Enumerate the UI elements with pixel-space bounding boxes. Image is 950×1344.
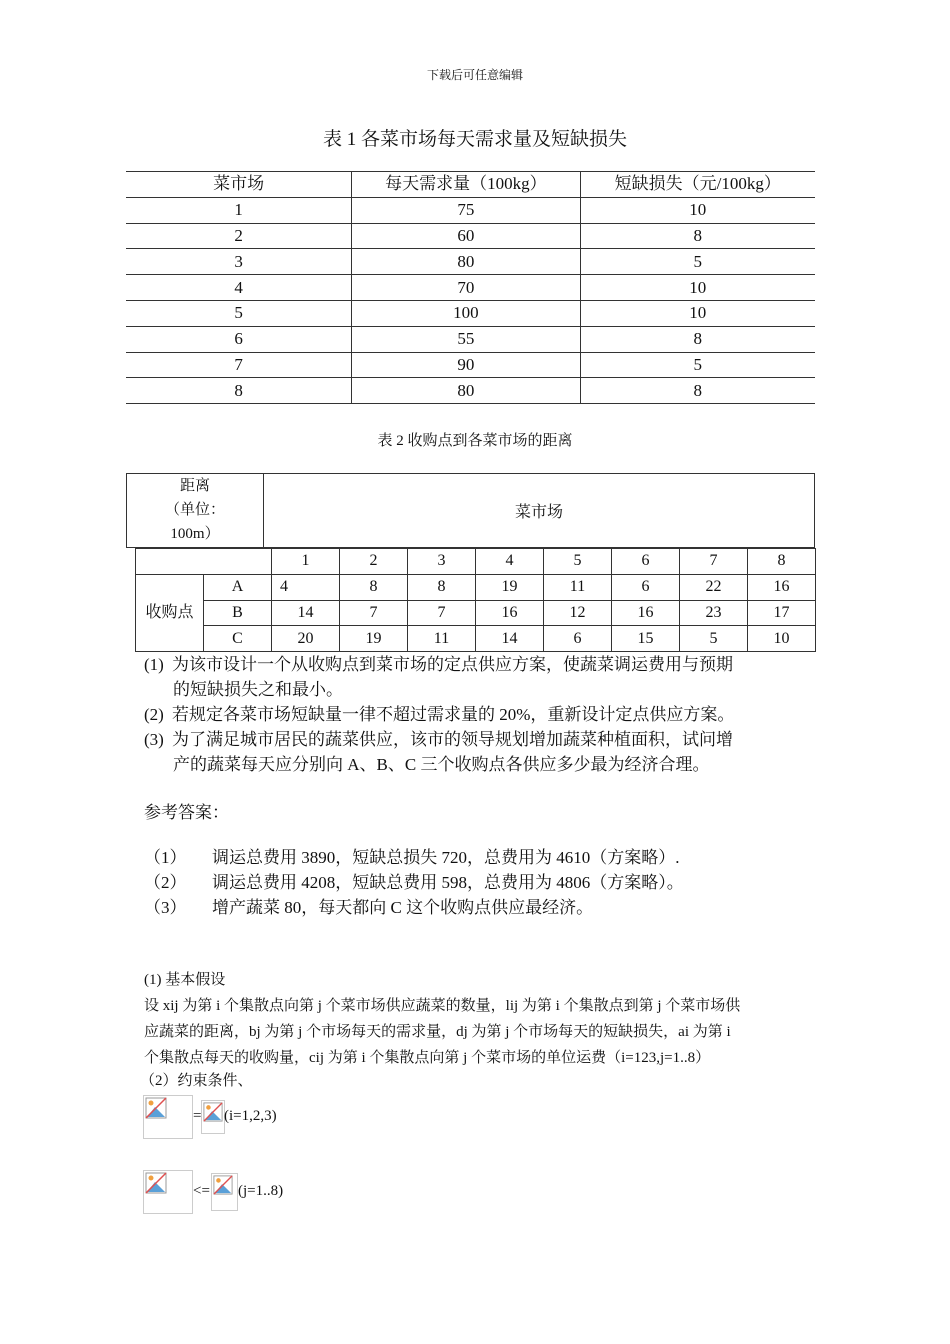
question-number: (2) xyxy=(144,705,164,724)
question xyxy=(144,727,824,777)
answer-text: 增产蔬菜 80，每天都向 C 这个收购点供应最经济。 xyxy=(212,898,594,917)
table-row xyxy=(126,223,815,249)
corner-cell xyxy=(127,474,264,547)
table-cell: 8 xyxy=(580,223,815,249)
table-cell: 10 xyxy=(580,275,815,301)
table-header-row xyxy=(126,172,815,198)
answer-title: 参考答案： xyxy=(144,803,229,822)
column-header: 每天需求量（100kg） xyxy=(352,172,580,198)
purchase-point-label: C xyxy=(204,626,272,652)
question-number: (1) xyxy=(144,655,164,674)
market-number: 7 xyxy=(680,549,748,575)
distance-cell: 7 xyxy=(340,600,408,626)
table-row xyxy=(136,600,816,626)
model-assumption-line: 个集散点每天的收购量，cij 为第 i 个集散点向第 j 个菜市场的单位运费（i=123,j=1..8） xyxy=(144,1050,711,1066)
model-assumption-line: 应蔬菜的距离，bj 为第 j 个市场每天的需求量，dj 为第 j 个市场每天的短缺损失，ai 为第 i xyxy=(144,1024,731,1040)
question-text: 为了满足城市居民的蔬菜供应，该市的领导规划增加蔬菜种植面积，试问增 xyxy=(172,730,733,749)
table-cell: 75 xyxy=(352,197,580,223)
table-cell: 100 xyxy=(352,300,580,326)
blank-cell xyxy=(136,549,272,575)
table-cell: 8 xyxy=(580,378,815,404)
distance-cell: 7 xyxy=(408,600,476,626)
market-header: 菜市场 xyxy=(514,504,563,521)
answer-number: （3） xyxy=(144,898,187,917)
table-cell: 4 xyxy=(126,275,352,301)
answer-number: （2） xyxy=(144,873,187,892)
distance-cell: 23 xyxy=(680,600,748,626)
table-cell: 90 xyxy=(352,352,580,378)
table-row xyxy=(126,249,815,275)
question-text: 若规定各菜市场短缺量一律不超过需求量的 20%，重新设计定点供应方案。 xyxy=(172,705,735,724)
distance-cell: 14 xyxy=(476,626,544,652)
purchase-point-label: A xyxy=(204,574,272,600)
answer-number: （1） xyxy=(144,848,187,867)
answer-text: 调运总费用 4208，短缺总费用 598，总费用为 4806（方案略）。 xyxy=(212,873,684,892)
equation-condition: (i=1,2,3) xyxy=(224,1108,277,1124)
distance-cell: 6 xyxy=(612,574,680,600)
table-cell: 10 xyxy=(580,197,815,223)
answer-text: 调运总费用 3890，短缺总损失 720，总费用为 4610（方案略）. xyxy=(212,848,680,867)
purchase-point-label: B xyxy=(204,600,272,626)
distance-cell: 16 xyxy=(476,600,544,626)
market-number: 8 xyxy=(748,549,816,575)
table-cell: 8 xyxy=(126,378,352,404)
answer xyxy=(144,895,593,920)
market-number: 3 xyxy=(408,549,476,575)
question-number: (3) xyxy=(144,730,164,749)
table-row xyxy=(126,197,815,223)
distance-cell: 8 xyxy=(340,574,408,600)
distance-cell: 22 xyxy=(680,574,748,600)
table-row xyxy=(136,574,816,600)
broken-image-icon xyxy=(201,1100,225,1134)
model-assumption-line: 设 xij 为第 i 个集散点向第 j 个菜市场供应蔬菜的数量，lij 为第 i 个集散点到第 j 个菜市场供 xyxy=(144,998,741,1014)
table-row xyxy=(126,275,815,301)
equation-operator: <= xyxy=(193,1183,210,1199)
distance-cell: 8 xyxy=(408,574,476,600)
table-cell: 10 xyxy=(580,300,815,326)
equation-condition: (j=1..8) xyxy=(238,1183,284,1199)
header-note: 下载后可任意编辑 xyxy=(426,68,523,82)
table-row xyxy=(126,326,815,352)
question xyxy=(144,702,824,727)
distance-cell: 14 xyxy=(272,600,340,626)
question-text: 为该市设计一个从收购点到菜市场的定点供应方案，使蔬菜调运费用与预期 xyxy=(172,655,733,674)
question xyxy=(144,652,824,702)
table-cell: 80 xyxy=(352,249,580,275)
distance-table xyxy=(135,548,816,652)
corner-line: （单位： xyxy=(164,502,225,518)
table-cell: 55 xyxy=(352,326,580,352)
distance-cell: 11 xyxy=(408,626,476,652)
table2-title: 表 2 收购点到各菜市场的距离 xyxy=(377,433,573,449)
distance-cell: 16 xyxy=(748,574,816,600)
distance-cell: 10 xyxy=(748,626,816,652)
distance-cell: 16 xyxy=(612,600,680,626)
table-cell: 5 xyxy=(126,300,352,326)
model-heading-2: （2）约束条件、 xyxy=(140,1073,253,1089)
question-text: 产的蔬菜每天应分别向 A、B、C 三个收购点各供应多少最为经济合理。 xyxy=(173,755,710,774)
answer xyxy=(144,845,680,870)
table-row xyxy=(136,626,816,652)
distance-cell: 15 xyxy=(612,626,680,652)
table-row xyxy=(126,300,815,326)
table-row xyxy=(126,378,815,404)
column-header: 短缺损失（元/100kg） xyxy=(580,172,815,198)
distance-table-header xyxy=(126,473,815,548)
distance-cell: 19 xyxy=(340,626,408,652)
broken-image-icon xyxy=(211,1173,238,1211)
column-header: 菜市场 xyxy=(126,172,352,198)
table-row xyxy=(126,352,815,378)
market-number: 6 xyxy=(612,549,680,575)
distance-cell: 12 xyxy=(544,600,612,626)
distance-cell: 19 xyxy=(476,574,544,600)
table-cell: 60 xyxy=(352,223,580,249)
broken-image-icon xyxy=(143,1170,193,1214)
distance-cell: 17 xyxy=(748,600,816,626)
table1-title: 表 1 各菜市场每天需求量及短缺损失 xyxy=(322,129,627,150)
market-number: 4 xyxy=(476,549,544,575)
model-heading-1: (1) 基本假设 xyxy=(144,972,226,988)
table-cell: 80 xyxy=(352,378,580,404)
distance-cell: 6 xyxy=(544,626,612,652)
answer xyxy=(144,870,684,895)
table-cell: 5 xyxy=(580,352,815,378)
table-cell: 1 xyxy=(126,197,352,223)
broken-image-icon xyxy=(143,1095,193,1139)
table-cell: 6 xyxy=(126,326,352,352)
market-number: 5 xyxy=(544,549,612,575)
table-cell: 2 xyxy=(126,223,352,249)
equation-operator: = xyxy=(193,1108,202,1124)
row-group-label: 收购点 xyxy=(136,574,204,651)
corner-line: 距离 xyxy=(179,478,210,494)
distance-cell: 5 xyxy=(680,626,748,652)
market-number: 1 xyxy=(272,549,340,575)
question-text: 的短缺损失之和最小。 xyxy=(173,680,343,699)
market-number-row xyxy=(136,549,816,575)
distance-cell: 11 xyxy=(544,574,612,600)
table-cell: 70 xyxy=(352,275,580,301)
market-number: 2 xyxy=(340,549,408,575)
table-cell: 7 xyxy=(126,352,352,378)
demand-table xyxy=(126,171,815,404)
distance-cell: 20 xyxy=(272,626,340,652)
corner-line: 100m） xyxy=(170,526,220,542)
table-cell: 5 xyxy=(580,249,815,275)
table-cell: 3 xyxy=(126,249,352,275)
table-cell: 8 xyxy=(580,326,815,352)
distance-cell: 4 xyxy=(272,574,340,600)
